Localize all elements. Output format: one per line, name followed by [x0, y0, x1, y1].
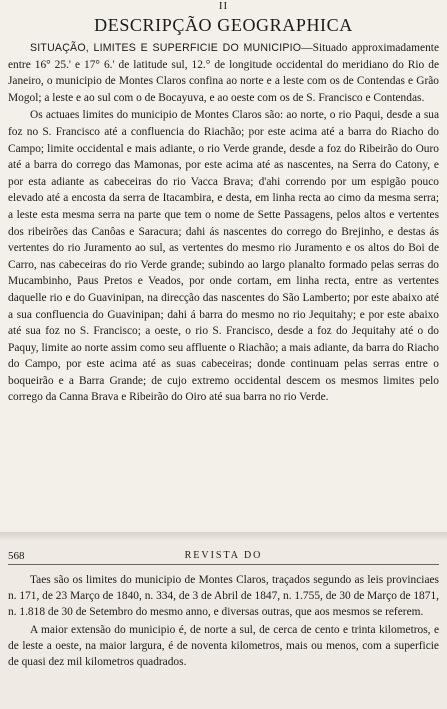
paragraph-extent: A maior extensão do municipio é, de norte a sul, de cerca de cento e trinta kilometros, e de leste a oeste, na maior largura, é de noventa kilometros, mais ou menos, com a superficie de quasi dez mil kilometros quadrados. [8, 624, 439, 668]
page-title: DESCRIPÇÃO GEOGRAPHICA [94, 15, 353, 35]
paragraph-limits: Os actuaes limites do municipio de Montes Claros são: ao norte, o rio Paqui, desde a sua foz no S. Francisco até a confluencia do Riachão; por este acima até a barra do Riacho do Campo; limite occidental e mais adiante, o rio Verde grande, desde a foz do Ribeirão do Ouro até a barra do corrego das Mamonas, por este acima até as nascentes, na Serra do Catony, e por esta adiante as cabeceiras do rio Vacca Brava; d'ahi correndo por um espigão pouco elevado até a encosta da serra de Itacambira, e desta, em linha recta ao cimo da mesma serra; a leste esta mesma serra na parte que tem o nome de Sette Passagens, pelos altos e vertentes dos ribeirões das Canôas e Saracura; dahi ás nascentes do corrego do Brejinho, e destas ás vertentes do rio Juramento ao sul, as vertentes do mesmo rio Juramento e os altos do Boi de Carro, nas cabeceiras do rio Verde grande; subindo ao largo planalto formado pelas serras do Mucambinho, Paus Pretos e Veados, por onde cortam, em linha recta, entre as vertentes daquelle rio e do Guavinipan, na direcção das nascentes do São Lamberto; por este abaixo até a sua confluencia do Guavinipan; dahi á barra do mesmo no rio Jequitahy; e por este abaixo até sua foz no S. Francisco; a oeste, o rio S. Francisco, desde a foz do Jequitahy até o do Paquy, limite ao norte assim como seu affluente o Riachão; a mais adiante, da barra do Riacho do Campo, por este acima até as suas cabeceiras; donde continuam pelas serras entre o boqueirão e a Barra Grande; de cujo extremo occidental descem os mesmos limites pelo corrego da Canna Brava e Ribeirão do Oiro até sua barra no rio Verde. [8, 109, 439, 404]
page-number: II [218, 0, 229, 12]
lower-body-text [8, 573, 439, 671]
body-text [8, 40, 439, 406]
paragraph-situation [8, 40, 439, 106]
running-header [8, 548, 439, 565]
lower-page [0, 540, 447, 709]
page-divider [0, 532, 447, 540]
section-lead: SITUAÇÃO, LIMITES E SUPERFICIE DO MUNICIPIO [30, 42, 302, 54]
paragraph-laws: Taes são os limites do municipio de Montes Claros, traçados segundo as leis provinciaes n. 171, de 23 Março de 1840, n. 334, de 3 de Abril de 1847, n. 1.755, de 30 de Março de 1871, n. 1.818 de 30 de Setembro do mesmo anno, e diversas outras, que aos mesmos se referem. [8, 574, 439, 618]
paragraph-situation-text: —Situado approximadamente entre 16° 25.' e 17° 6.' de latitude sul, 12.° de longitude occidental do meridiano do Rio de Janeiro, o municipio de Montes Claros confina ao norte e a leste com os de Contendas e Grão Mogol; a leste e ao sul com o de Bocayuva, e ao oeste com os de S. Francisco e Contendas. [8, 42, 440, 104]
running-title: REVISTA DO [184, 550, 263, 561]
page-number-lower: 568 [8, 550, 25, 562]
